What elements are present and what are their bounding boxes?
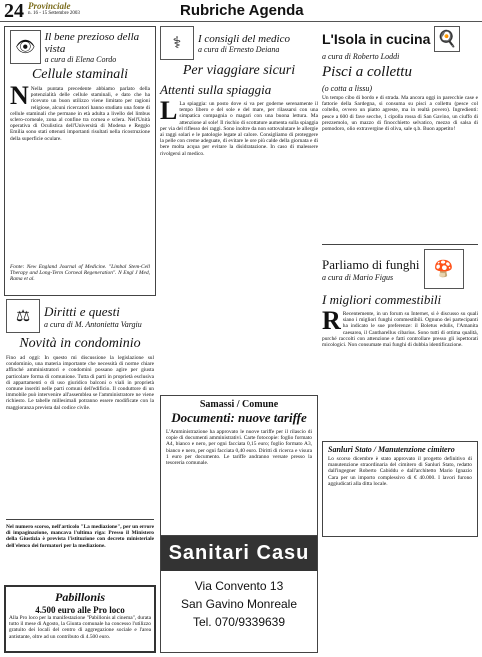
article-subhead: (o cotta a lissu) [322,84,372,93]
article-body: Un tempo cibo di bordo e di strada. Ma ancora oggi in parecchie case e fattorie della Sardegna, si consuma su pisci a collettu (pesce col coltello, ovvero un piatto agreste, ma in realtà povero). Ingredienti: pesce a 600 di fave secche, 1 cipolla rossa di San Gavino, un ciuffo di prezzemolo, un mazzo di finocchietto selvatico, mezzo di salsa di pomodoro, olio extravergine di oliva, sale q.b. Buon appetito! [322,95,478,133]
byline: a cura di Roberto Loddi [322,52,400,61]
section-kicker: Diritti e questi [44,303,120,319]
ad-name: Sanitari Casu [161,536,317,571]
cooking-icon: 🍳 [434,26,460,52]
box-body: Lo scorso dicembre è stato approvato il progetto definitivo di manutenzione straordinaria del cimitero di Sanluri Stato, redatto dall'ingegner Roberto Cabiddu e dall'architetto Mario Ignazio Cara per un importo complessivo di € 40.000. I lavori furono aggiudicati alla ditta locale. [328,456,472,487]
byline: a cura di Mario Figus [322,272,394,282]
dropcap: L [160,101,178,125]
byline: a cura di Elena Cordo [44,54,117,64]
article-body: Fino ad oggi: In questo mi discussione la legislazione sul condominio, una materia importante che necessità di norme chiare affinché amministratori e condomini possano agire per giusta particolare forma di comunione. Tutta di parti in proprietà esclusiva di appartamenti o di uso giuridico balconi o viali in proprietà comune inseriti nelle parti comuni dell'edificio. Il conduttore di un immobile può intervenire all'assemblea se l'amministratore ne viene richiesto. Le tabelle millesimali potranno essere modificate con la maggioranza prevista dal codice civile. [6,355,154,411]
divider [322,244,478,245]
box-kicker: Samassi / Comune [199,399,279,410]
rubric-title: Rubriche Agenda [180,2,304,19]
page-number: 24 [4,0,24,22]
article-subhead: Attenti sulla spiaggia [160,82,272,97]
section-kicker: L'Isola in cucina [322,31,431,47]
scales-icon: ⚖ [6,299,40,333]
column-right [322,26,478,537]
byline: a cura di M. Antonietta Vargiu [44,319,142,329]
article-headline: Pisci a collettu [322,64,412,80]
ad-phone: Tel. 070/9339639 [192,615,286,629]
sanluri-box [322,441,478,537]
column-middle [160,26,318,540]
mushroom-icon: 🍄 [424,249,464,289]
box-body: L'Amministrazione ha approvato le nuove tariffe per il rilascio di copie di documenti amministrativi. Carte fotocopie: foglio formato A4, bianco e nero, per ogni facciata 0,15 euro; foglio formato A3, bianco e nero, per ogni facciata 0,40 euro. Diritti di ricerca e visura 1 euro per documento. Le tariffe andranno versate presso la tesoreria comunale. [166,429,312,467]
sanitari-casu-ad [160,535,318,653]
ad-city: San Gavino Monreale [180,597,298,611]
rights-section [4,296,156,549]
box-subtitle: 4.500 euro alle Pro loco [35,605,125,615]
divider [6,519,154,520]
eye-icon: 👁 [10,30,41,64]
samassi-box [160,395,318,540]
pabillonis-box [4,585,156,653]
article-headline: I migliori commestibili [322,292,442,307]
dropcap: R [322,311,341,335]
vision-section [4,26,156,296]
article-source: Fonte: New England Journal of Medicine. "Limbal Stem-Cell Therapy and Long-Term Corneal Regeneration". N Engl J Med, Rama et al. [10,264,150,283]
article-body: L La spiaggia: un posto dove si va per goderne serenamente il tempo libero e del sole e del mare, per rilassarsi con una simpatica compagnia o magari con una buona lettura. Ma attenzione al sole! Il rischio di scottature aumenta sulla spiaggia per via del riflesso dei raggi. Sono inoltre da non sottovalutare le allergie ai raggi solari e le patologie legate al calore. Consigliamo di proteggere la pelle con creme adeguate, di evitare le ore più calde della giornata e di bere molta acqua per evitare la disidratazione. In caso di malessere rivolgersi al medico. [160,101,318,157]
box-headline: Documenti: nuove tariffe [171,410,307,425]
dropcap: N [10,86,29,110]
page-header [0,0,482,22]
article-headline: Cellule staminali [31,67,129,82]
column-left [4,26,156,581]
section-kicker: Il bene prezioso della vista [44,30,140,55]
box-kicker: Sanluri Stato / Manutenzione cimitero [328,445,455,454]
article-headline: Per viaggiare sicuri [182,63,296,78]
article-body: R Recentemente, in un forum su Internet, si è discusso su quali siano i migliori funghi commestibili. Ognuno dei partecipanti ha indicato le sue preferenze: il Boletus edulis, l'Amanita caesarea, il Cantharellus cibarius. Sono tutti di ottima qualità, purché raccolti con attenzione e fatti controllare presso gli ispettorati micologici. Non consumate mai funghi di dubbia identificazione. [322,311,478,349]
box-title: Pabillonis [54,590,105,604]
article-body: N Nella puntata precedente abbiamo parlato della potenzialità delle cellule staminali, e dato che ha ricevuto un buon utilizzo viene limitato per ragioni religiose, alcuni ricercatori hanno studiato una fonte di cellule staminali che permane in età adulta a livello del limbus sclero-corneale, zona al confine tra cornea e sclera. Nell'Unità operativa di Oculistica dell'Università di Modena e Reggio Emilia sono stati ottenuti importanti risultati nella ricostruzione della superficie oculare. [10,86,150,142]
box-body: Alla Pro loco per la manifestazione "Pabillonis al cinema", durata tutto il mese di Agosto, la Giunta comunale ha concesso l'utilizzo gratuito dei locali del centro di aggregazione sociale e l'area antistante, oltre ad un contributo di 4.500 euro. [9,615,151,640]
section-kicker: Parliamo di funghi [322,256,420,272]
correction-note: Nel numero scorso, nell'articolo "La mediazione", per un errore di impaginazione, mancava l'ultima riga: Presso il Ministero della Giustizia è prevista l'istituzione con decreto ministeriale dell'elenco dei formatori per la mediazione. [6,524,154,549]
newspaper-logo: Provinciale [28,1,71,11]
article-headline: Novità in condominio [19,336,141,351]
section-kicker: I consigli del medico [198,32,290,45]
issue-info: n. 16 - 15 Settembre 2003 [28,11,80,16]
ad-address: Via Convento 13 [194,579,284,593]
byline: a cura di Ernesto Deiana [198,44,280,54]
medical-icon: ⚕ [160,26,194,60]
